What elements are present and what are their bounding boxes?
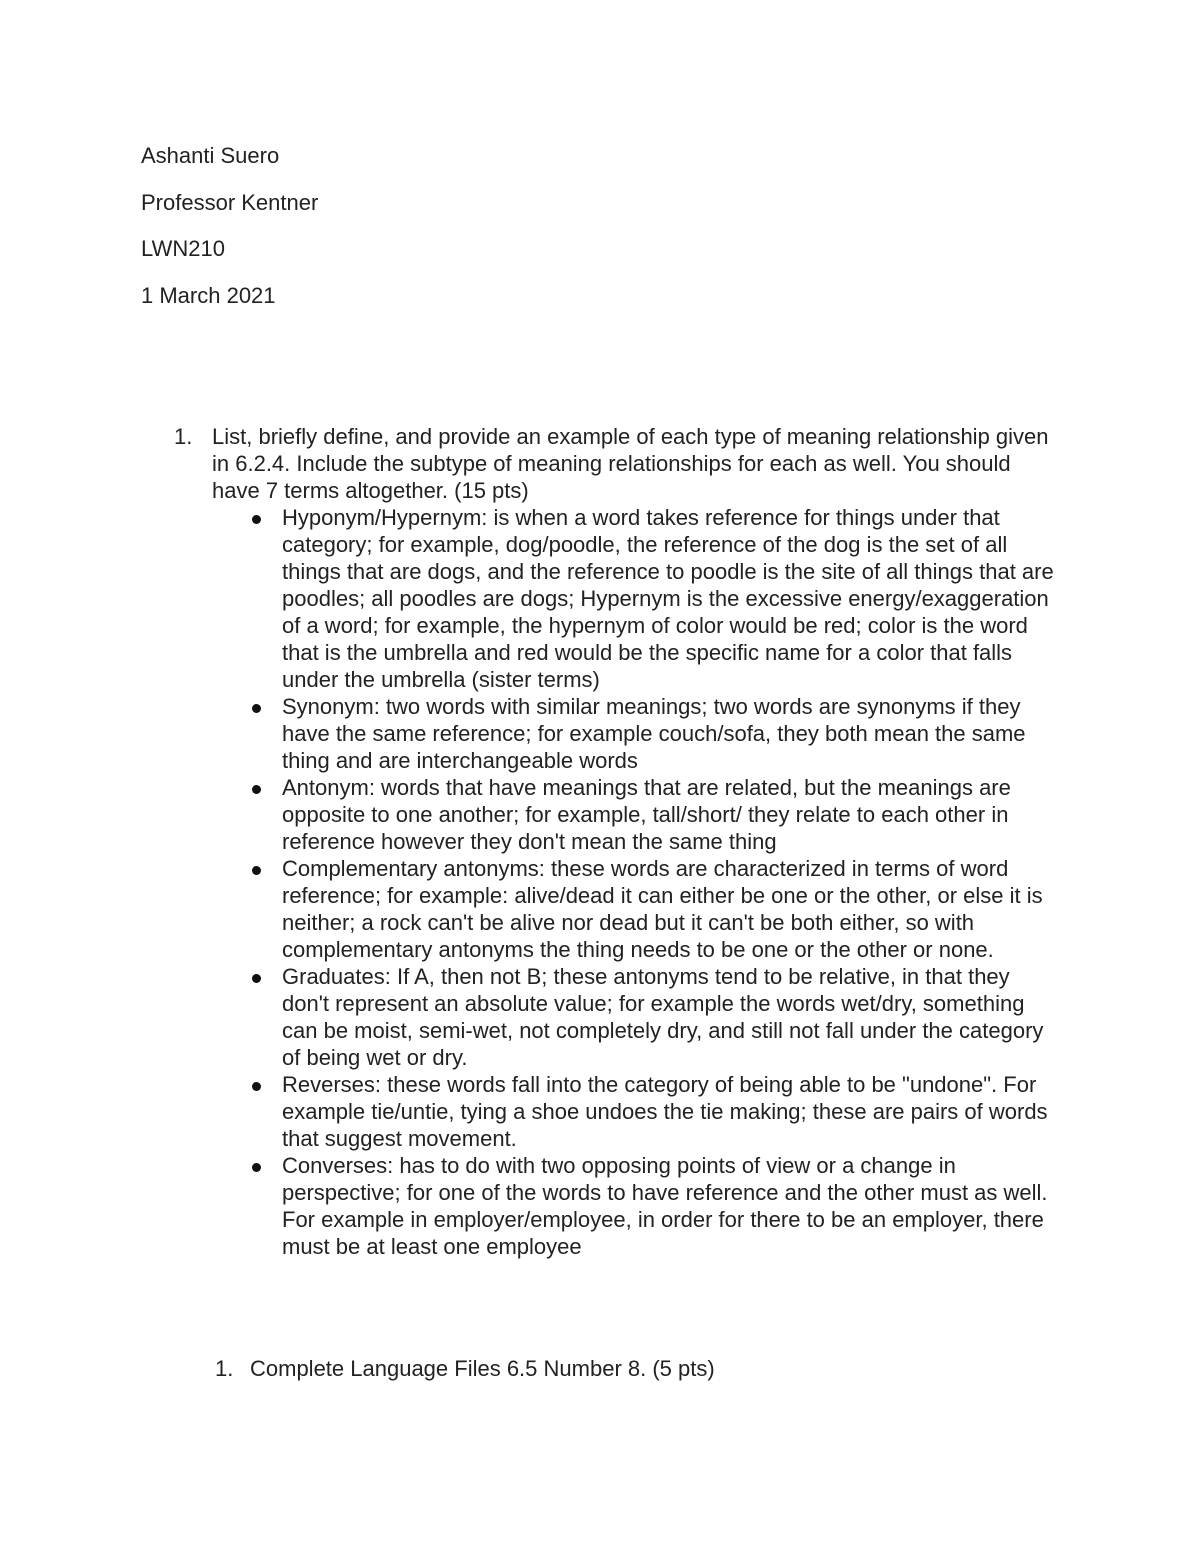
question-1-number: 1. [174, 424, 193, 449]
list-item-text: Synonym: two words with similar meanings; two words are synonyms if they have the same reference; for example couch/sofa, they both mean the same thing and are interchangeable words [282, 694, 1026, 773]
list-item-text: Antonym: words that have meanings that are related, but the meanings are opposite to one another; for example, tall/short/ they relate to each other in reference however they don't mean the same thing [282, 775, 1011, 854]
bullet-icon [252, 974, 261, 983]
bullet-icon [252, 515, 261, 524]
list-item-text: Reverses: these words fall into the category of being able to be "undone". For example tie/untie, tying a shoe undoes the tie making; these are pairs of words that suggest movement. [282, 1072, 1048, 1151]
list-item [212, 774, 1062, 855]
bullet-icon [252, 866, 261, 875]
course-code: LWN210 [141, 236, 225, 261]
list-item [212, 855, 1062, 963]
date: 1 March 2021 [141, 283, 276, 308]
list-item [212, 963, 1062, 1071]
answer-list [212, 504, 1074, 1260]
professor-name: Professor Kentner [141, 190, 319, 215]
question-2-number: 1. [215, 1356, 234, 1381]
list-item-text: Graduates: If A, then not B; these antonyms tend to be relative, in that they don't represent an absolute value; for example the words wet/dry, something can be moist, semi-wet, not completely dry, and still not fall under the category of being wet or dry. [282, 964, 1044, 1070]
question-2 [215, 1355, 715, 1382]
bullet-icon [252, 785, 261, 794]
list-item-text: Complementary antonyms: these words are characterized in terms of word reference; for example: alive/dead it can either be one or the other, or else it is neither; a rock can't be alive nor dead but it can't be both either, so with complementary antonyms the thing needs to be one or the other or none. [282, 856, 1043, 962]
list-item [212, 1152, 1062, 1260]
question-1 [174, 423, 1074, 1260]
list-item [212, 693, 1062, 774]
question-2-prompt: Complete Language Files 6.5 Number 8. (5 pts) [250, 1356, 715, 1381]
student-name: Ashanti Suero [141, 143, 280, 168]
bullet-icon [252, 1082, 261, 1091]
list-item [212, 504, 1062, 693]
question-1-prompt: List, briefly define, and provide an example of each type of meaning relationship given in 6.2.4. Include the subtype of meaning relationships for each as well. You should have 7 terms altogether. (15 pts) [212, 424, 1049, 503]
bullet-icon [252, 704, 261, 713]
list-item [212, 1071, 1062, 1152]
bullet-icon [252, 1163, 261, 1172]
list-item-text: Converses: has to do with two opposing points of view or a change in perspective; for one of the words to have reference and the other must as well. For example in employer/employee, in order for there to be an employer, there must be at least one employee [282, 1153, 1048, 1259]
list-item-text: Hyponym/Hypernym: is when a word takes reference for things under that category; for example, dog/poodle, the reference of the dog is the set of all things that are dogs, and the reference to poodle is the site of all things that are poodles; all poodles are dogs; Hypernym is the excessive energy/exaggeration of a word; for example, the hypernym of color would be red; color is the word that is the umbrella and red would be the specific name for a color that falls under the umbrella (sister terms) [282, 505, 1054, 692]
